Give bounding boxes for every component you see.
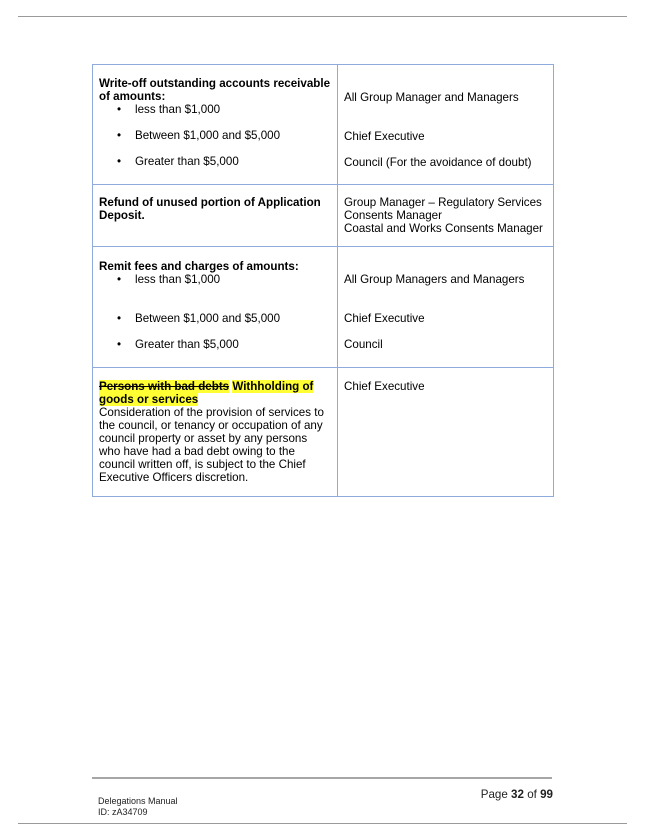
- list-item: • less than $1,000: [99, 273, 331, 286]
- delegate-text: Chief Executive: [344, 130, 425, 143]
- bottom-rule: [18, 823, 627, 824]
- delegate-text: Council: [344, 338, 383, 351]
- list-item: • Between $1,000 and $5,000: [99, 129, 331, 142]
- delegate-text: Chief Executive: [344, 312, 425, 325]
- delegation-cell: [93, 247, 338, 368]
- delegate-cell: [338, 185, 554, 247]
- delegate-text: All Group Managers and Managers: [344, 273, 525, 286]
- delegation-title: Write-off outstanding accounts receivable of amounts:: [99, 77, 331, 103]
- delegate-cell: [338, 65, 554, 185]
- delegation-cell: [93, 368, 338, 497]
- delegate-text: All Group Manager and Managers: [344, 91, 519, 104]
- doc-id: ID: zA34709: [98, 807, 148, 817]
- doc-title: Delegations Manual: [98, 796, 178, 806]
- page-number: [481, 788, 553, 801]
- table-row: [93, 185, 554, 247]
- delegations-table: [92, 64, 554, 497]
- delegation-cell: [93, 185, 338, 247]
- delegate-cell: [338, 247, 554, 368]
- table-row: [93, 65, 554, 185]
- page-current: 32: [511, 788, 524, 801]
- struck-title: Persons with bad debts: [99, 380, 230, 393]
- page-total: 99: [540, 788, 553, 801]
- table-row: [93, 247, 554, 368]
- header-rule: [18, 16, 627, 17]
- new-title: Withholding of goods or services: [99, 380, 314, 406]
- delegate-text: Group Manager – Regulatory Services: [344, 196, 542, 209]
- footer-doc-info: [98, 796, 178, 818]
- list-item: • Between $1,000 and $5,000: [99, 312, 331, 325]
- delegate-text: Coastal and Works Consents Manager: [344, 222, 543, 235]
- delegate-text: Chief Executive: [344, 380, 425, 393]
- list-item: • Greater than $5,000: [99, 155, 331, 168]
- delegation-body: Consideration of the provision of services to the council, or tenancy or occupation of any council property or asset by any persons who have had a bad debt owing to the council written off, is subject to the Chief Executive Officers discretion.: [99, 406, 324, 484]
- list-item: • less than $1,000: [99, 103, 331, 116]
- delegate-text: Consents Manager: [344, 209, 442, 222]
- page-word: Page: [480, 788, 508, 801]
- delegation-title: Refund of unused portion of Application Deposit.: [99, 196, 321, 222]
- footer-rule: [92, 777, 552, 779]
- page-of: of: [527, 788, 537, 801]
- delegation-cell: [93, 65, 338, 185]
- delegation-title: Remit fees and charges of amounts:: [99, 260, 299, 273]
- delegate-cell: [338, 368, 554, 497]
- table-row: [93, 368, 554, 497]
- list-item: • Greater than $5,000: [99, 338, 331, 351]
- delegation-title: [99, 380, 331, 406]
- delegate-text: Council (For the avoidance of doubt): [344, 156, 532, 169]
